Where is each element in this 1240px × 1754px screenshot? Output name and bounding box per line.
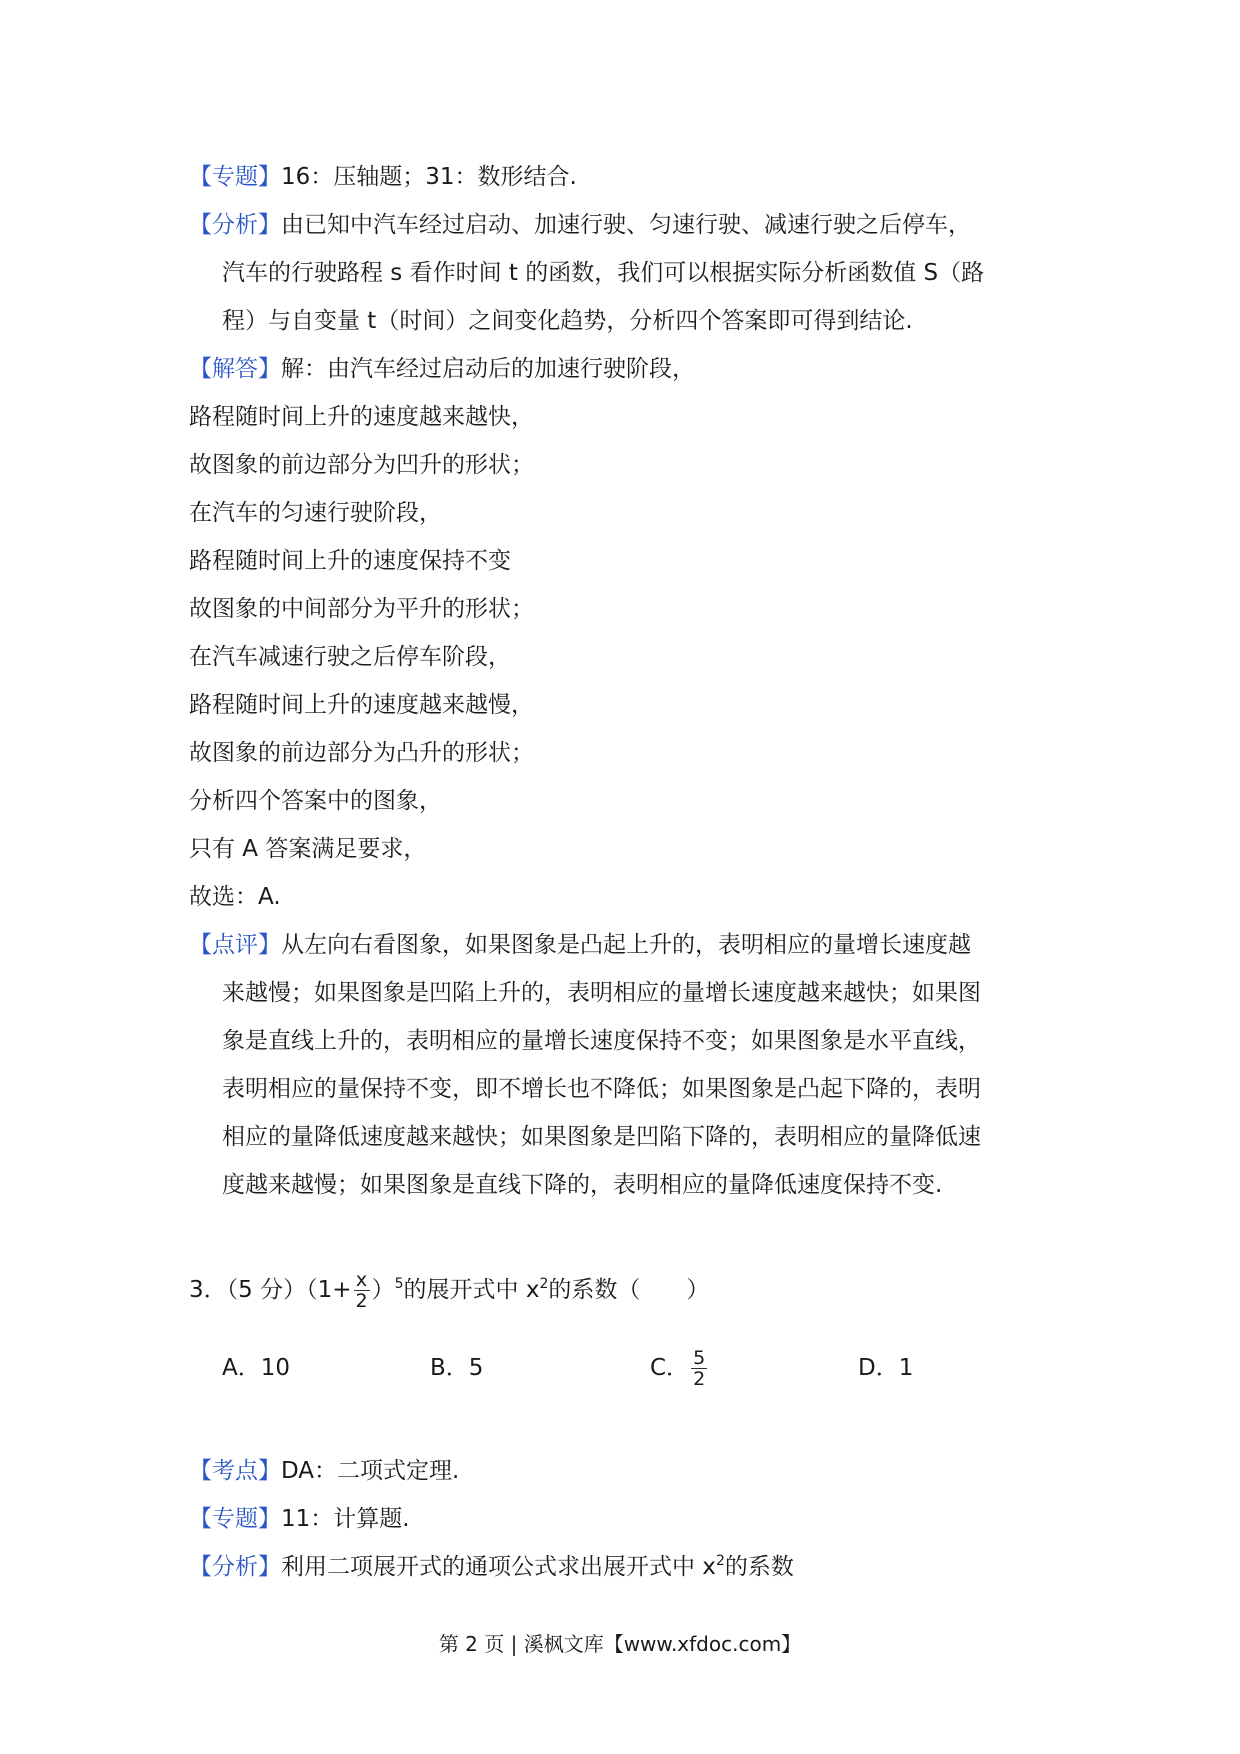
x-power: 2: [539, 1276, 549, 1292]
option-c: [650, 1345, 709, 1391]
comment-tag: 【点评】: [189, 932, 281, 958]
option-c-fraction: [691, 1348, 707, 1389]
solution-text-1: 解：由汽车经过启动后的加速行驶阶段，: [281, 356, 695, 382]
solution-line-5: 路程随时间上升的速度保持不变: [189, 548, 511, 574]
analysis-power: 2: [715, 1553, 725, 1569]
fraction-numerator: x: [354, 1270, 370, 1291]
comment-line-2: 来越慢；如果图象是凹陷上升的，表明相应的量增长速度越来越快；如果图: [222, 980, 981, 1006]
comment-line-5: 相应的量降低速度越来越快；如果图象是凹陷下降的，表明相应的量降低速: [222, 1124, 981, 1150]
comment-line-4: 表明相应的量保持不变，即不增长也不降低；如果图象是凸起下降的，表明: [222, 1076, 981, 1102]
solution-line-8: 路程随时间上升的速度越来越慢，: [189, 692, 534, 718]
comment-line-1: [189, 930, 971, 960]
fraction-denominator: 2: [355, 1290, 368, 1312]
topic-tag-2: 【专题】: [189, 1506, 281, 1532]
topic-text: 16：压轴题；31：数形结合.: [281, 164, 577, 190]
page-footer: 第 2 页 | 溪枫文库【www.xfdoc.com】: [438, 1632, 802, 1656]
topic-text-2: 11：计算题.: [281, 1506, 410, 1532]
option-a: A．10: [222, 1355, 291, 1381]
knowledge-point-text: DA：二项式定理.: [281, 1458, 460, 1484]
analysis-text-1: 由已知中汽车经过启动、加速行驶、匀速行驶、减速行驶之后停车，: [281, 212, 971, 238]
solution-line-4: 在汽车的匀速行驶阶段，: [189, 500, 442, 526]
knowledge-point-line: [189, 1456, 459, 1486]
option-b: B．5: [430, 1355, 484, 1381]
question-number: 3．: [189, 1277, 227, 1303]
analysis-line-3: 程）与自变量 t（时间）之间变化趋势，分析四个答案即可得到结论.: [222, 308, 913, 334]
analysis-tag: 【分析】: [189, 212, 281, 238]
option-d: D．1: [858, 1355, 914, 1381]
solution-line-11: 只有 A 答案满足要求，: [189, 836, 427, 862]
analysis-line-2: 汽车的行驶路程 s 看作时间 t 的函数，我们可以根据实际分析函数值 S（路: [222, 260, 985, 286]
comment-text-1: 从左向右看图象，如果图象是凸起上升的，表明相应的量增长速度越: [281, 932, 971, 958]
comment-line-3: 象是直线上升的，表明相应的量增长速度保持不变；如果图象是水平直线，: [222, 1028, 981, 1054]
option-c-numerator: 5: [693, 1347, 706, 1369]
solution-line-10: 分析四个答案中的图象，: [189, 788, 442, 814]
expr-close: ）: [371, 1277, 395, 1303]
solution-line-2: 路程随时间上升的速度越来越快，: [189, 404, 534, 430]
knowledge-point-tag: 【考点】: [189, 1458, 281, 1484]
expr-open: （1+: [306, 1277, 352, 1303]
analysis-line-q3: [189, 1552, 794, 1582]
analysis-tag-q3: 【分析】: [189, 1554, 281, 1580]
option-c-denominator: 2: [693, 1368, 706, 1390]
analysis-text-q3: 利用二项展开式的通项公式求出展开式中 x: [281, 1554, 716, 1580]
solution-line-9: 故图象的前边部分为凸升的形状；: [189, 740, 534, 766]
comment-line-6: 度越来越慢；如果图象是直线下降的，表明相应的量降低速度保持不变.: [222, 1172, 943, 1198]
question-rest: 的展开式中 x: [403, 1277, 540, 1303]
topic-line: [189, 162, 577, 192]
solution-line-3: 故图象的前边部分为凹升的形状；: [189, 452, 534, 478]
solution-line-7: 在汽车减速行驶之后停车阶段，: [189, 644, 511, 670]
question-score: （5 分）: [226, 1277, 307, 1303]
expr-power: 5: [394, 1276, 404, 1292]
fraction-x-over-2: [354, 1270, 370, 1311]
solution-line-1: [189, 354, 695, 384]
topic-line-2: [189, 1504, 410, 1534]
analysis-tail-q3: 的系数: [724, 1554, 794, 1580]
option-c-label: C．: [650, 1355, 690, 1381]
solution-line-6: 故图象的中间部分为平升的形状；: [189, 596, 534, 622]
question-tail: 的系数（ ）: [548, 1277, 710, 1303]
solution-line-12: 故选：A.: [189, 884, 281, 910]
analysis-line-1: [189, 210, 971, 240]
question-3-stem: [189, 1270, 709, 1310]
solution-tag: 【解答】: [189, 356, 281, 382]
topic-tag: 【专题】: [189, 164, 281, 190]
